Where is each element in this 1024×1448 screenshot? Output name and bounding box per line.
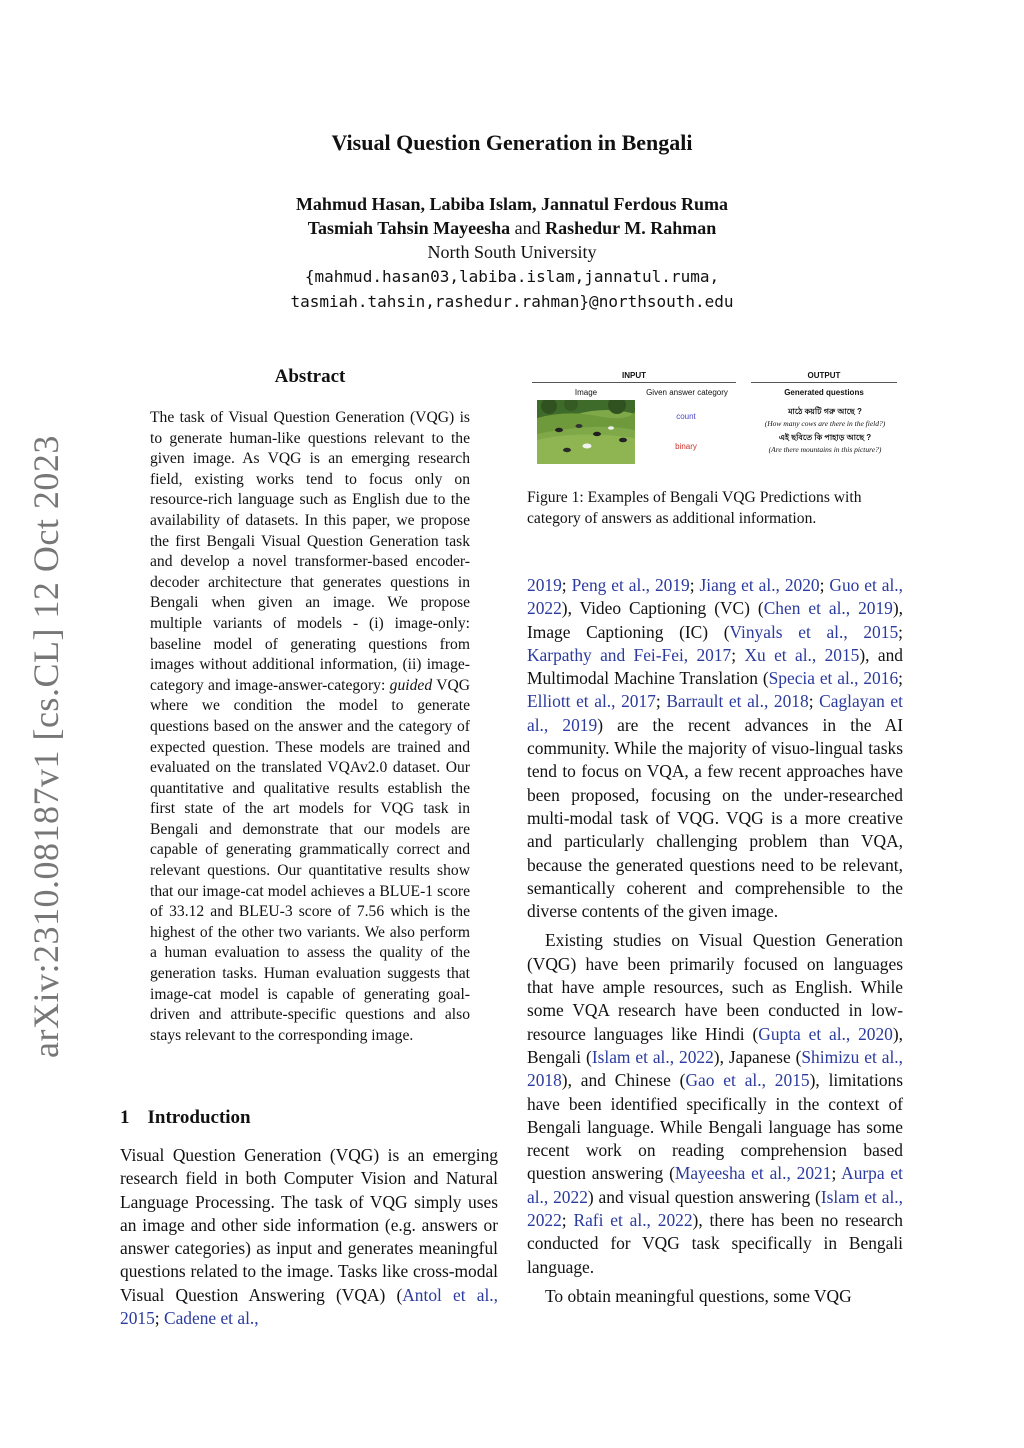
citation-link[interactable]: Mayeesha et al., 2021 <box>674 1163 832 1184</box>
citation-link[interactable]: Specia et al., 2016 <box>768 668 899 689</box>
figure-input-label: INPUT <box>622 371 646 380</box>
arxiv-identifier: arXiv:2310.08187v1 [cs.CL] 12 Oct 2023 <box>26 435 66 1058</box>
citation-link[interactable]: Islam et al., 2022 <box>591 1046 714 1067</box>
intro-paragraph-left: Visual Question Generation (VQG) is an emerging research field in both Computer Vision and Natural Language Processing. The task of VQG simply uses an image and other side information (e.g. answers or answer categories) as input and generates meaningful questions related to the image. Tasks like cross-modal Visual Question Answering (VQA) (Antol et al., 2015; Cadene et al., <box>120 1145 499 1329</box>
abstract-heading: Abstract <box>274 366 346 387</box>
figure-col-generated: Generated questions <box>784 388 864 397</box>
citation-link[interactable]: Elliott et al., 2017 <box>527 691 656 712</box>
citation-link[interactable]: Peng et al., 2019 <box>571 575 690 595</box>
abstract-text: The task of Visual Question Generation (VQG) is to generate human-like questions relevant to the given image. As VQG is an emerging research field, existing works tend to focus only on resource-rich language such as English due to the availability of datasets. In this paper, we propose the first Bengali Visual Question Generation task and develop a novel transformer-based encoder-decoder architecture that generates questions in Bengali when given an image. We propose multiple variants of models - (i) image-only: baseline model of generating questions from images without additional information, (ii) image-category and image-answer-category: guided VQG where we condition the model to generate questions based on the answer and the category of expected question. These models are trained and evaluated on the translated VQAv2.0 dataset. Our quantitative and qualitative results establish the first state of the art models for VQG task in Bengali and demonstrate that our models are capable of generating grammatically correct and relevant questions. Our quantitative results show that our image-cat model achieves a BLUE-1 score of 33.12 and BLEU-3 score of 7.56 which is the highest of the other two variants. We also perform a human evaluation to assess the quality of the generation tasks. Human evaluation suggests that image-cat model is capable of generating goal-driven and attribute-specific questions and also stays relevant to the corresponding image. <box>150 409 470 1044</box>
citation-link[interactable]: Guo et al., 2022 <box>527 575 904 619</box>
intro-paragraph-obtain: To obtain meaningful questions, some VQG <box>545 1285 852 1306</box>
citation-link[interactable]: Gao et al., 2015 <box>685 1070 810 1091</box>
citation-link[interactable]: Caglayan et al., 2019 <box>527 691 903 735</box>
citation-link[interactable]: Xu et al., 2015 <box>744 644 860 665</box>
citation-link[interactable]: Antol et al., 2015 <box>120 1284 499 1329</box>
citation-link[interactable]: Shimizu et al., 2018 <box>527 1046 903 1091</box>
figure-output-label: OUTPUT <box>807 371 841 380</box>
citation-link[interactable]: Chen et al., 2019 <box>763 598 893 619</box>
paper-title: Visual Question Generation in Bengali <box>331 130 693 155</box>
citation-link[interactable]: 2019 <box>527 575 562 595</box>
cows-field-image <box>537 400 635 464</box>
generated-question-1: মাঠে কয়টি গরু আছে ? (How many cows are there in the field?) <box>764 407 886 428</box>
category-binary: binary <box>675 442 697 451</box>
generated-question-2: এই ছবিতে কি পাহাড় আছে ? (Are there mountains in this picture?) <box>768 433 882 454</box>
figure-caption: Figure 1: Examples of Bengali VQG Predictions with category of answers as additional information. <box>527 489 862 527</box>
citation-link[interactable]: Barrault et al., 2018 <box>666 691 809 712</box>
figure-1 <box>527 368 903 468</box>
author-block <box>0 192 1024 314</box>
citation-link[interactable]: Cadene et al., <box>163 1308 259 1329</box>
output-rule <box>751 382 897 383</box>
intro-paragraph-continued: 2019; Peng et al., 2019; Jiang et al., 2020; Guo et al., 2022), Video Captioning (VC) (Chen et al., 2019), Image Captioning (IC) (Vinyals et al., 2015; Karpathy and Fei-Fei, 2017; Xu et al., 2015), and Multimodal Machine Translation (Specia et al., 2016; Elliott et al., 2017; Barrault et al., 2018; Caglayan et al., 2019) are the recent advances in the AI community. While the majority of visuo-lingual tasks tend to focus on VQA, a few recent approaches have been proposed, focusing on the under-researched multi-modal task of VQG. VQG is a more creative and particularly challenging problem than VQA, because the generated questions need to be relevant, semantically coherent and comprehensible to the diverse contents of the given image. <box>527 575 904 922</box>
intro-column-right <box>527 574 903 1308</box>
citation-link[interactable]: Karpathy and Fei-Fei, 2017 <box>527 644 732 665</box>
figure-col-category: Given answer category <box>646 388 728 397</box>
input-rule <box>532 382 736 383</box>
section-heading-introduction: 1 Introduction <box>120 1107 251 1128</box>
citation-link[interactable]: Rafi et al., 2022 <box>573 1210 693 1231</box>
citation-link[interactable]: Gupta et al., 2020 <box>758 1023 893 1044</box>
authors-line-1: Mahmud Hasan, Labiba Islam, Jannatul Ferdous Ruma <box>295 194 729 214</box>
citation-link[interactable]: Islam et al., 2022 <box>527 1186 903 1231</box>
citation-link[interactable]: Jiang et al., 2020 <box>699 575 820 595</box>
category-count: count <box>676 412 696 421</box>
email-line-2: tasmiah.tahsin,rashedur.rahman}@northsouth.edu <box>290 292 734 311</box>
figure-col-image: Image <box>574 388 598 397</box>
citation-link[interactable]: Aurpa et al., 2022 <box>527 1163 903 1207</box>
citation-link[interactable]: Vinyals et al., 2015 <box>729 621 899 642</box>
authors-line-2: Tasmiah Tahsin Mayeesha and Rashedur M. Rahman <box>307 218 717 238</box>
intro-paragraph-existing-studies: Existing studies on Visual Question Generation (VQG) have been primarily focused on languages that have ample resources, such as English. While some VQA research have been conducted in low-resource languages like Hindi (Gupta et al., 2020), Bengali (Islam et al., 2022), Japanese (Shimizu et al., 2018), and Chinese (Gao et al., 2015), limitations have been identified specifically in the context of Bengali language. While Bengali language has some recent work on reading comprehension based question answering (Mayeesha et al., 2021; Aurpa et al., 2022) and visual question answering (Islam et al., 2022; Rafi et al., 2022), there has been no research conducted for VQG task specifically in Bengali language. <box>527 930 903 1277</box>
cows-field-illustration <box>537 400 635 464</box>
affiliation: North South University <box>427 242 597 262</box>
email-line-1: {mahmud.hasan03,labiba.islam,jannatul.ruma, <box>304 267 720 286</box>
